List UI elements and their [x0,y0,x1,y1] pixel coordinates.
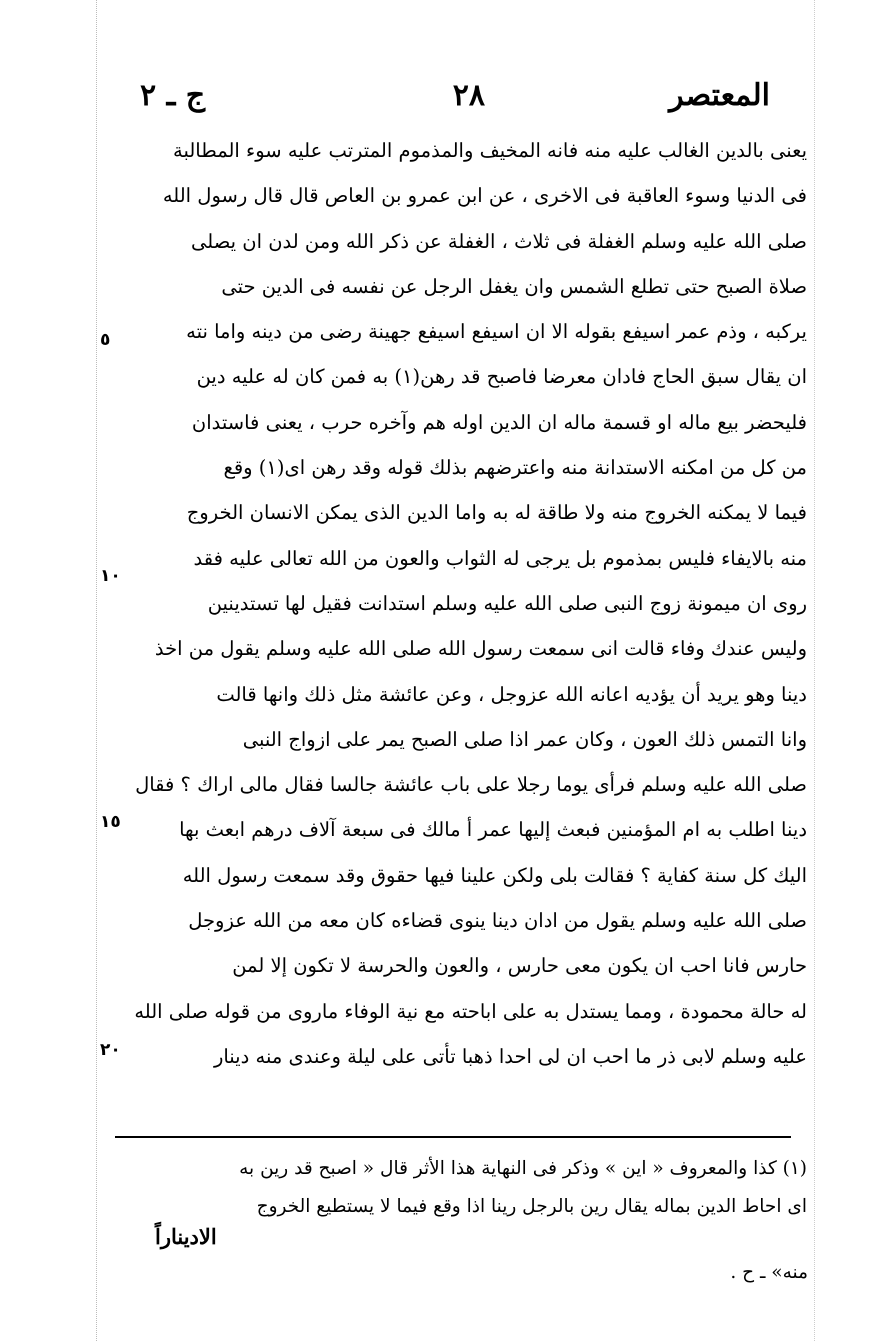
footnotes [132,1150,807,1226]
volume-label: ج ـ ٢ [140,78,206,113]
text-line: صلى الله عليه وسلم يقول من ادان دينا ينوى قضاءه كان معه من الله عزوجل [188,909,807,933]
text-line: يركبه ، وذم عمر اسيفع بقوله الا ان اسيفع اسيفع جهينة رضى من دينه واما نته [186,320,807,344]
text-line: عليه وسلم لابى ذر ما احب ان لى احدا ذهبا تأتى على ليلة وعندى منه دينار [213,1044,807,1068]
scan-edge-right [814,0,815,1341]
text-line: دينا وهو يريد أن يؤديه اعانه الله عزوجل ، وعن عائشة مثل ذلك وانها قالت [216,682,807,706]
text-line: يعنى بالدين الغالب عليه منه فانه المخيف والمذموم المترتب عليه سوء المطالبة [172,139,807,162]
text-line: من كل من امكنه الاستدانة منه واعترضهم بذلك قوله وقد رهن اى(١) وقع [223,456,807,480]
main-text [132,128,807,1079]
text-line: روى ان ميمونة زوج النبى صلى الله عليه وسلم استدانت فقيل لها تستدينين [207,591,807,615]
text-line: دينا اطلب به ام المؤمنين فبعث إليها عمر أ مالك فى سبعة آلاف درهم ابعث بها [179,818,807,842]
line-number: ٥ [100,330,111,350]
line-number: ٢٠ [100,1040,121,1060]
text-line: صلى الله عليه وسلم فرأى يوما رجلا على باب عائشة جالسا فقال مالى اراك ؟ فقال [135,773,807,797]
text-line: وانا التمس ذلك العون ، وكان عمر اذا صلى الصبح يمر على ازواج النبى [242,727,807,751]
text-line: اليك كل سنة كفاية ؟ فقالت بلى ولكن علينا فيها حقوق وقد سمعت رسول الله [182,863,807,887]
book-title: المعتصر [669,78,770,113]
footnote-divider [115,1136,791,1138]
text-line: حارس فانا احب ان يكون معى حارس ، والعون والحرسة لا تكون إلا لمن [232,954,807,978]
text-line: فيما لا يمكنه الخروج منه ولا طاقة له به واما الدين الذى يمكن الانسان الخروج [186,501,807,525]
line-number-margin [0,0,140,1341]
page-number: ٢٨ [452,78,485,113]
text-line: صلى الله عليه وسلم الغفلة فى ثلاث ، الغفلة عن ذكر الله ومن لدن ان يصلى [191,229,807,253]
text-line: ان يقال سبق الحاج فادان معرضا فاصبح قد رهن(١) به فمن كان له عليه دين [196,365,807,389]
footnote-line: اى احاط الدين بماله يقال رين بالرجل رينا اذا وقع فيما لا يستطيع الخروج [256,1196,807,1217]
line-number: ١٥ [100,812,121,832]
line-number: ١٠ [100,566,121,586]
text-line: وليس عندك وفاء قالت انى سمعت رسول الله صلى الله عليه وسلم يقول من اخذ [154,637,807,661]
footnote-end: منه» ـ ح . [730,1262,808,1283]
footnote-margin-note: الاديناراً [155,1224,217,1249]
text-line: صلاة الصبح حتى تطلع الشمس وان يغفل الرجل عن نفسه فى الدين حتى [221,274,807,298]
page-header [140,78,770,126]
footnote-line: (١) كذا والمعروف « اين » وذكر فى النهاية هذا الأثر قال « اصبح قد رين به [239,1158,807,1179]
text-line: فى الدنيا وسوء العاقبة فى الاخرى ، عن ابن عمرو بن العاص قال قال رسول الله [162,184,807,208]
text-line: له حالة محمودة ، ومما يستدل به على اباحته مع نية الوفاء ماروى من قوله صلى الله [134,999,807,1023]
text-line: فليحضر بيع ماله او قسمة ماله ان الدين اوله هم وآخره حرب ، يعنى فاستدان [191,410,807,434]
text-line: منه بالايفاء فليس بمذموم بل يرجى له الثواب والعون من الله تعالى عليه فقد [193,546,807,570]
